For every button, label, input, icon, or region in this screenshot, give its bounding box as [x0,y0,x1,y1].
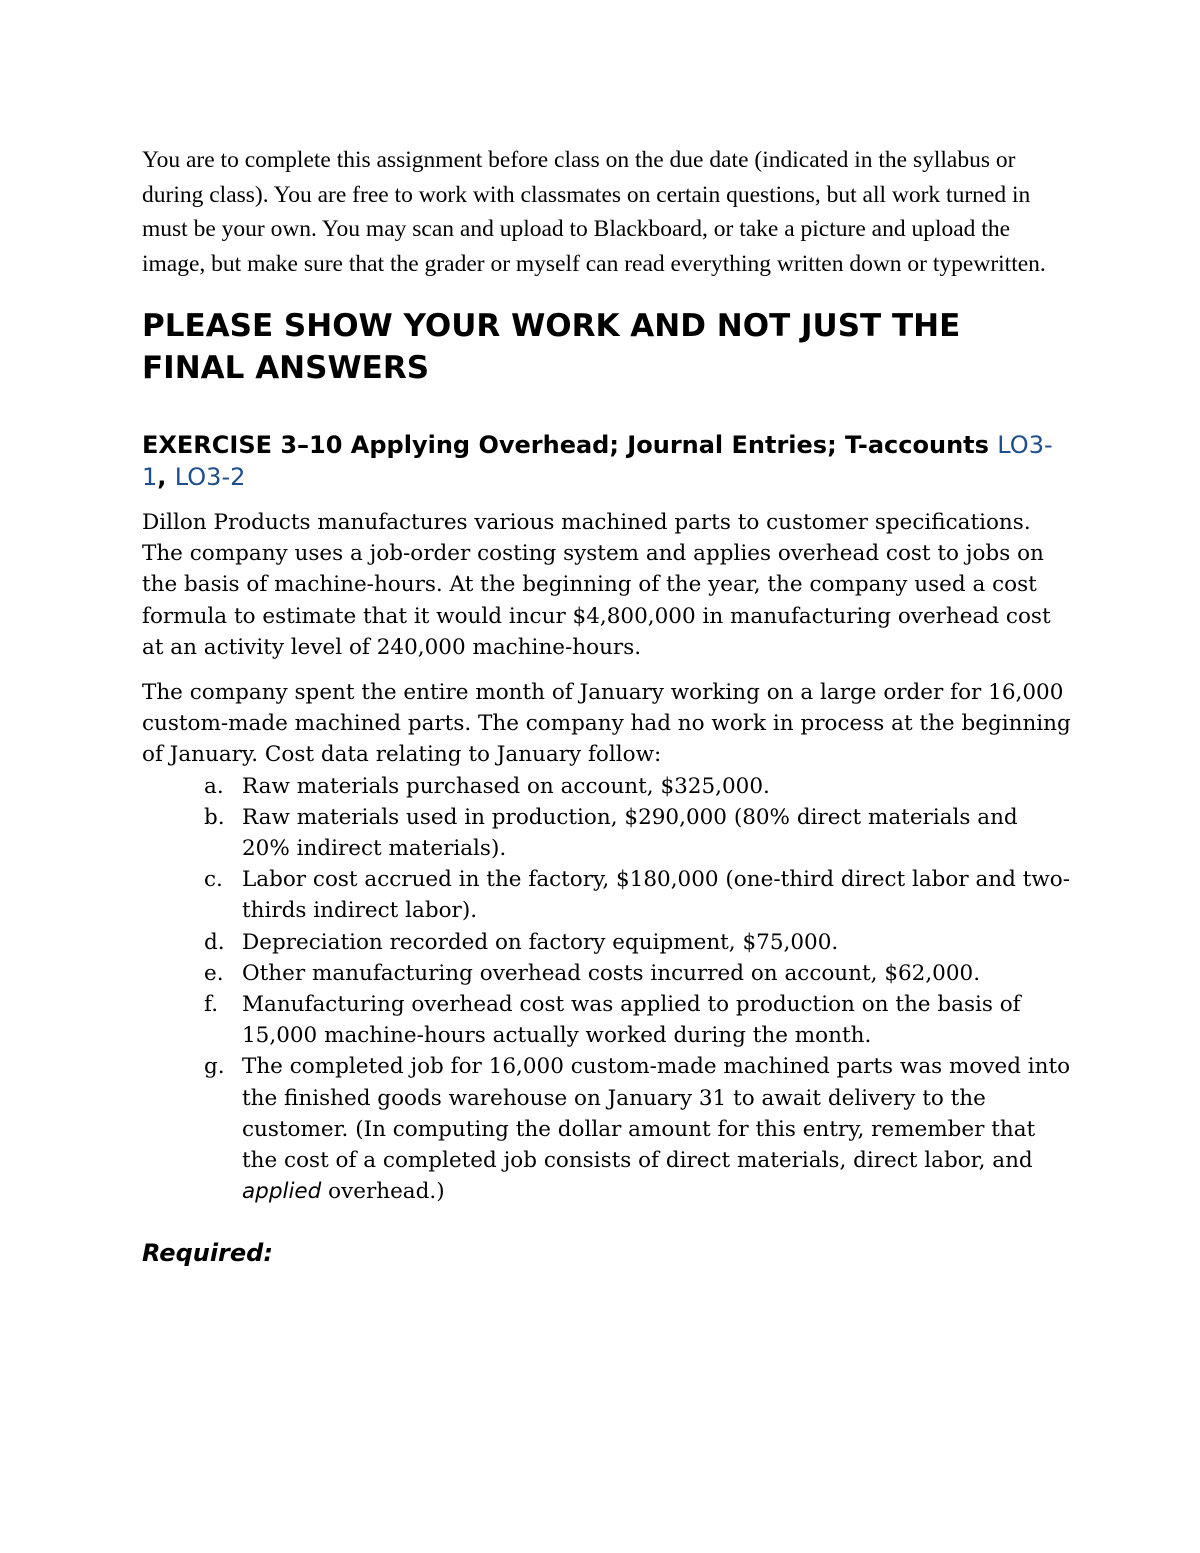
january-intro: The company spent the entire month of January working on a large order for 16,000 custom-made machined parts. The company had no work in process at the beginning of January. Cost data relating to January follow: [142,680,1071,768]
lo3-2-link[interactable]: LO3-2 [174,463,246,491]
list-item [142,989,1072,1051]
applied-emphasis: applied [242,1179,322,1205]
required-heading: Required: [142,1239,273,1268]
item-letter: c. [204,867,223,893]
item-letter: b. [204,804,225,830]
exercise-title-text: EXERCISE 3–10 Applying Overhead; Journal Entries; T-accounts [142,431,998,459]
list-item [142,958,1072,989]
item-text: Labor cost accrued in the factory, $180,000 (one-third direct labor and two-thirds indirect labor). [242,867,1071,924]
item-text-end: overhead.) [321,1179,445,1205]
list-item [142,1051,1072,1207]
cost-data-list [142,771,1072,1208]
item-text: Depreciation recorded on factory equipment, $75,000. [242,929,839,955]
item-text-start: The completed job for 16,000 custom-made machined parts was moved into the finished goods warehouse on January 31 to await delivery to the customer. (In computing the dollar amount for this entry, remember that the cost of a completed job consists of direct materials, direct labor, and [242,1054,1071,1174]
item-letter: g. [204,1054,225,1080]
item-text: Other manufacturing overhead costs incurred on account, $62,000. [242,960,981,986]
item-letter: d. [204,929,225,955]
exercise-title [142,429,1072,493]
document-page [142,143,1072,1269]
list-item [142,802,1072,864]
item-text: Raw materials used in production, $290,000 (80% direct materials and 20% indirect materials). [242,804,1018,862]
list-item [142,864,1072,926]
item-text [242,1054,1070,1204]
item-letter: e. [204,960,224,986]
company-description: Dillon Products manufactures various machined parts to customer specifications. The company uses a job-order costing system and applies overhead cost to jobs on the basis of machine-hours. At the beginning of the year, the company used a cost formula to estimate that it would incur $4,800,000 in manufacturing overhead cost at an activity level of 240,000 machine-hours. [142,510,1051,660]
show-work-headline: PLEASE SHOW YOUR WORK AND NOT JUST THE FINAL ANSWERS [142,308,961,386]
lo-separator: , [157,463,175,491]
assignment-instructions: You are to complete this assignment before class on the due date (indicated in the syllabus or during class). You are free to work with classmates on certain questions, but all work turned in must be your own. You may scan and upload to Blackboard, or take a picture and upload the image, but make sure that the grader or myself can read everything written down or typewritten. [142,147,1046,277]
item-text: Raw materials purchased on account, $325,000. [242,773,770,799]
item-text: Manufacturing overhead cost was applied to production on the basis of 15,000 machine-hours actually worked during the month. [242,992,1021,1049]
lo3-1-link[interactable]: LO3-1 [142,431,1053,491]
item-letter: f. [204,992,219,1018]
list-item [142,771,1072,802]
item-letter: a. [204,773,224,799]
list-item [142,927,1072,958]
